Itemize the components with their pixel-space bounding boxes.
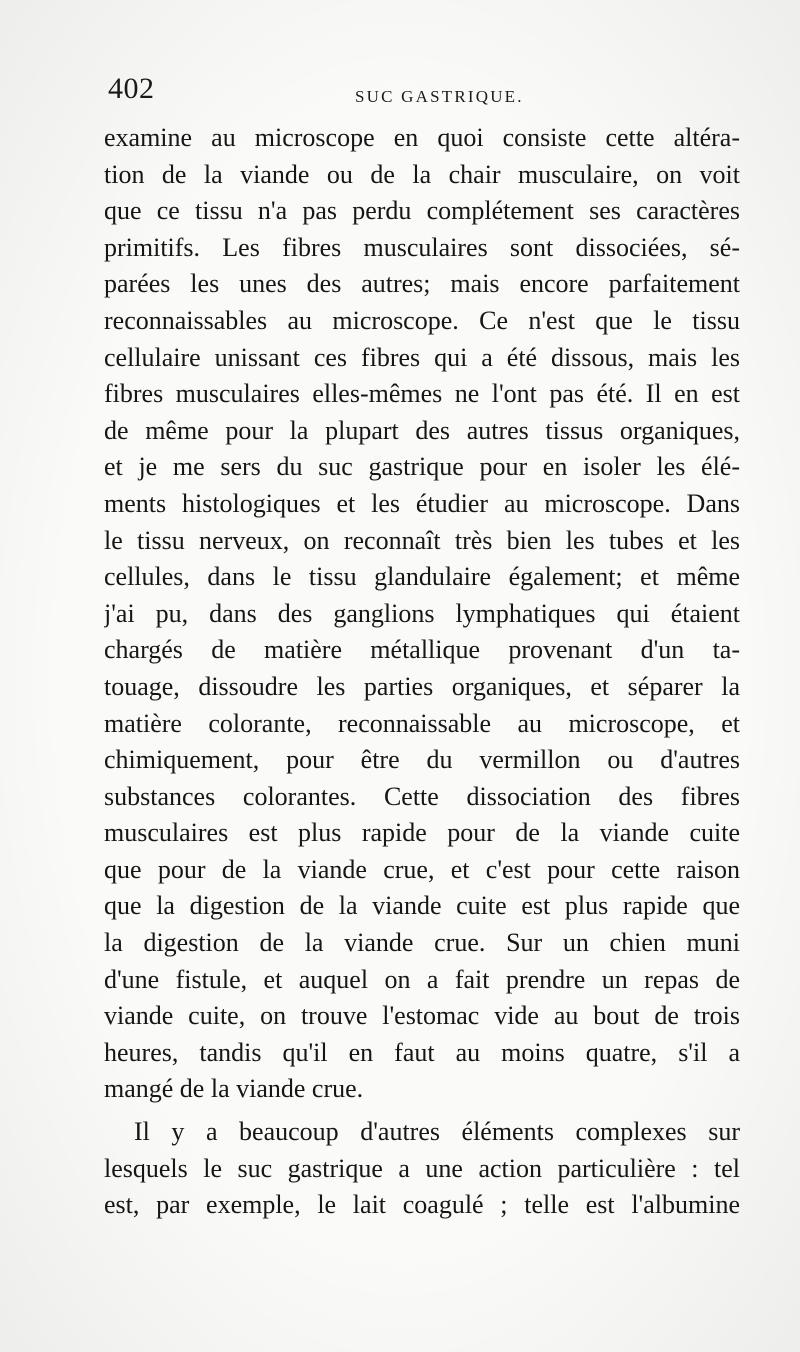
text-line: j'ai pu, dans des ganglions lymphatiques qui étaient xyxy=(104,598,740,628)
text-line: reconnaissables au microscope. Ce n'est que le tissu xyxy=(104,305,740,335)
text-line: primitifs. Les fibres musculaires sont dissociées, sé- xyxy=(104,232,740,262)
text-line: mangé de la viande crue. xyxy=(104,1074,364,1104)
page-number: 402 xyxy=(108,72,155,105)
text-line: est, par exemple, le lait coagulé ; telle est l'albumine xyxy=(104,1190,740,1220)
text-line: viande cuite, on trouve l'estomac vide au bout de trois xyxy=(104,1001,740,1031)
text-line: chimiquement, pour être du vermillon ou d'autres xyxy=(104,745,740,775)
text-line: la digestion de la viande crue. Sur un chien muni xyxy=(104,928,740,958)
body-text xyxy=(104,120,740,1224)
running-head: SUC GASTRIQUE. xyxy=(355,87,524,106)
paragraph-1 xyxy=(104,120,740,1108)
text-line: d'une fistule, et auquel on a fait prendre un repas de xyxy=(104,964,740,994)
text-line: lesquels le suc gastrique a une action particulière : tel xyxy=(104,1153,740,1183)
text-line: que la digestion de la viande cuite est plus rapide que xyxy=(104,891,740,921)
text-line: Il y a beaucoup d'autres éléments complexes sur xyxy=(134,1117,740,1147)
text-line: heures, tandis qu'il en faut au moins quatre, s'il a xyxy=(104,1037,740,1067)
text-line: ments histologiques et les étudier au microscope. Dans xyxy=(104,488,740,518)
text-line: que pour de la viande crue, et c'est pour cette raison xyxy=(104,854,740,884)
text-line: le tissu nerveux, on reconnaît très bien les tubes et les xyxy=(104,525,740,555)
text-line: et je me sers du suc gastrique pour en isoler les élé- xyxy=(104,452,740,482)
text-line: cellulaire unissant ces fibres qui a été dissous, mais les xyxy=(104,342,740,372)
text-line: chargés de matière métallique provenant d'un ta- xyxy=(104,635,740,665)
text-line: cellules, dans le tissu glandulaire également; et même xyxy=(104,562,740,592)
text-line: que ce tissu n'a pas perdu complétement ses caractères xyxy=(104,196,740,226)
text-line: fibres musculaires elles-mêmes ne l'ont pas été. Il en est xyxy=(104,379,740,409)
text-line: tion de la viande ou de la chair musculaire, on voit xyxy=(104,159,740,189)
text-line: de même pour la plupart des autres tissus organiques, xyxy=(104,415,740,445)
text-line: matière colorante, reconnaissable au microscope, et xyxy=(104,708,740,738)
text-line: musculaires est plus rapide pour de la viande cuite xyxy=(104,818,740,848)
text-line: parées les unes des autres; mais encore parfaitement xyxy=(104,269,740,299)
text-line: touage, dissoudre les parties organiques, et séparer la xyxy=(104,671,740,701)
text-line: examine au microscope en quoi consiste cette altéra- xyxy=(104,123,740,152)
text-line: substances colorantes. Cette dissociation des fibres xyxy=(104,781,740,811)
paragraph-2 xyxy=(104,1114,740,1224)
